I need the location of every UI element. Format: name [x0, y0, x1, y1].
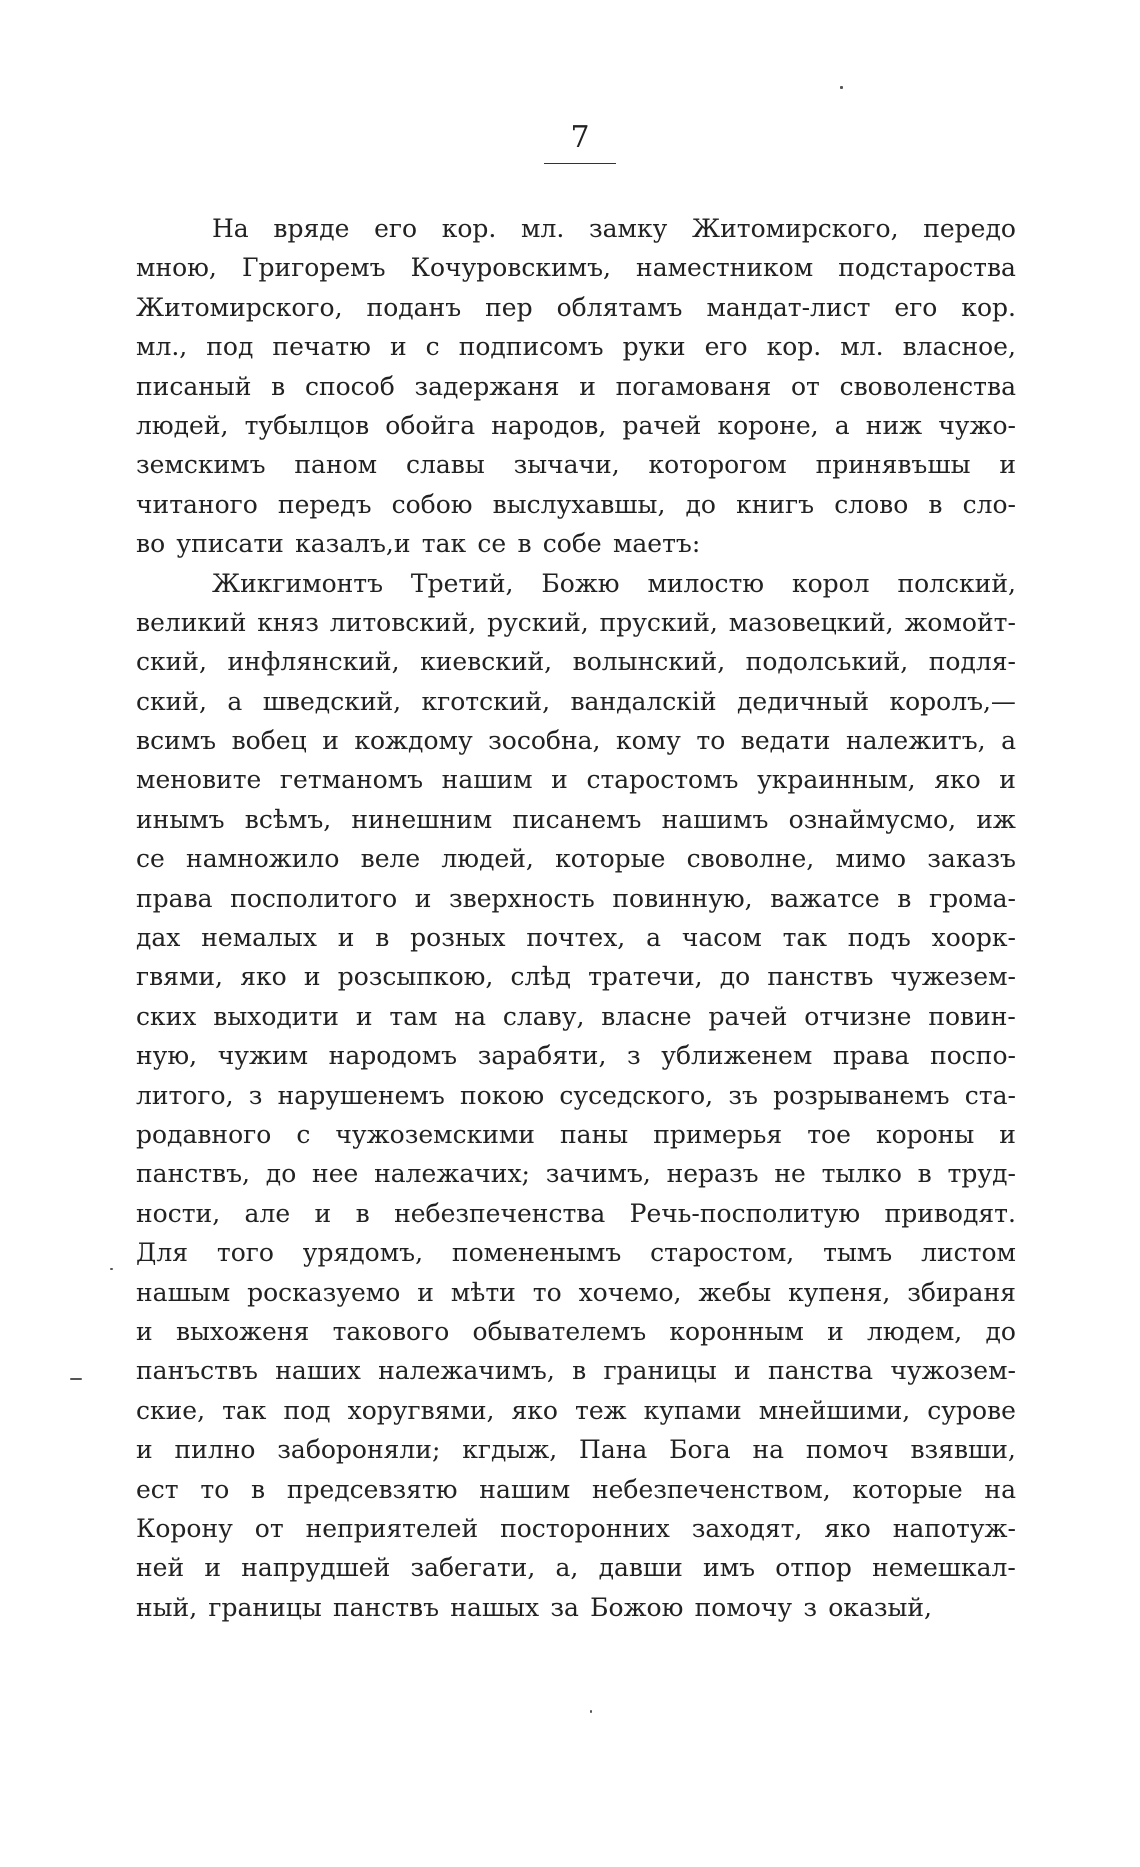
text-line: ест то в предсевзятю нашим небезпеченством, которые на — [136, 1474, 1016, 1504]
text-line: читаного передъ собою выслухавшы, до книгъ слово в сло- — [136, 489, 1016, 519]
text-line: се намножило веле людей, которые своволне, мимо заказъ — [136, 844, 1016, 874]
text-line: ней и напрудшей забегати, а, давши имъ отпор немешкал- — [136, 1553, 1016, 1583]
text-line: ский, а шведский, кготский, вандалскій дедичный королъ,— — [136, 686, 1016, 716]
text-line: Жикгимонтъ Третий, Божю милостю корол полский, — [212, 568, 1016, 598]
text-line: мною, Григоремъ Кочуровскимъ, наместником подстароства — [136, 253, 1016, 283]
text-line: На вряде его кор. мл. замку Житомирского, передо — [212, 214, 1016, 243]
text-line: дах немалых и в розных почтех, а часом так подъ хоорк- — [136, 923, 1016, 953]
text-line: ную, чужим народомъ зарабяти, з уближенем права поспо- — [136, 1041, 1016, 1071]
text-line: и пилно забороняли; кгдыж, Пана Бога на помоч взявши, — [136, 1435, 1016, 1465]
text-line: ный, границы панствъ нашых за Божою помочу з оказый, — [136, 1592, 932, 1622]
text-line: великий княз литовский, руский, пруский, мазовецкий, жомойт- — [136, 607, 1016, 637]
page-number: 7 — [570, 120, 590, 155]
text-line: права посполитого и зверхность повинную, важатсе в грома- — [136, 883, 1016, 913]
scan-speck — [110, 1268, 113, 1270]
text-line: мл., под печатю и с подписомъ руки его кор. мл. власное, — [136, 332, 1016, 362]
text-line: панъствъ наших належачимъ, в границы и панства чужозем- — [136, 1356, 1016, 1386]
text-line: родавного с чужоземскими паны примерья тое короны и — [136, 1119, 1016, 1149]
text-line: ские, так под хоругвями, яко теж купами мнейшими, сурове — [136, 1395, 1016, 1425]
text-line: писаный в способ задержаня и погамованя от своволенства — [136, 371, 1016, 401]
text-line: панствъ, до нее належачих; зачимъ, неразъ не тылко в труд- — [136, 1159, 1016, 1189]
scan-speck — [590, 1710, 592, 1713]
body-text — [136, 209, 1016, 1627]
text-line: Житомирского, поданъ пер облятамъ мандат-лист его кор. — [136, 292, 1016, 322]
text-line: земскимъ паном славы зычачи, которогом принявъшы и — [136, 450, 1016, 480]
scan-speck — [840, 86, 843, 89]
scan-speck — [70, 1378, 82, 1380]
text-line: инымъ всѣмъ, нинешним писанемъ нашимъ ознаймусмо, иж — [136, 804, 1016, 834]
text-line: всимъ вобец и кождому зособна, кому то ведати належитъ, а — [136, 726, 1016, 756]
text-line: ских выходити и там на славу, власне рачей отчизне повин- — [136, 1001, 1016, 1031]
text-line: и выхоженя таковогo обывателемъ коронным и людем, до — [136, 1316, 1016, 1346]
text-line: меновите гетманомъ нашим и старостомъ украинным, яко и — [136, 765, 1016, 795]
text-line: литого, з нарушенемъ покою суседского, зъ розрыванемъ ста- — [136, 1080, 1016, 1110]
text-line: ский, инфлянский, киевский, волынский, подолський, подля- — [136, 647, 1016, 677]
text-line: во уписати казалъ,и так се в собе маетъ: — [136, 529, 701, 559]
text-line: Для того урядомъ, помененымъ старостом, тымъ листом — [136, 1238, 1016, 1268]
text-line: людей, тубылцов обойга народов, рачей короне, а ниж чужо- — [136, 410, 1016, 440]
text-line: гвями, яко и розсыпкою, слѣд тратечи, до панствъ чужезем- — [136, 962, 1016, 992]
text-line: Корону от неприятелей посторонних заходят, яко напотуж- — [136, 1513, 1016, 1543]
text-line: ности, але и в небезпеченства Речь-посполитую приводят. — [136, 1198, 1016, 1228]
text-line: нашым росказуемо и мѣти то хочемо, жебы купеня, збираня — [136, 1277, 1016, 1307]
page-number-rule — [544, 163, 616, 164]
